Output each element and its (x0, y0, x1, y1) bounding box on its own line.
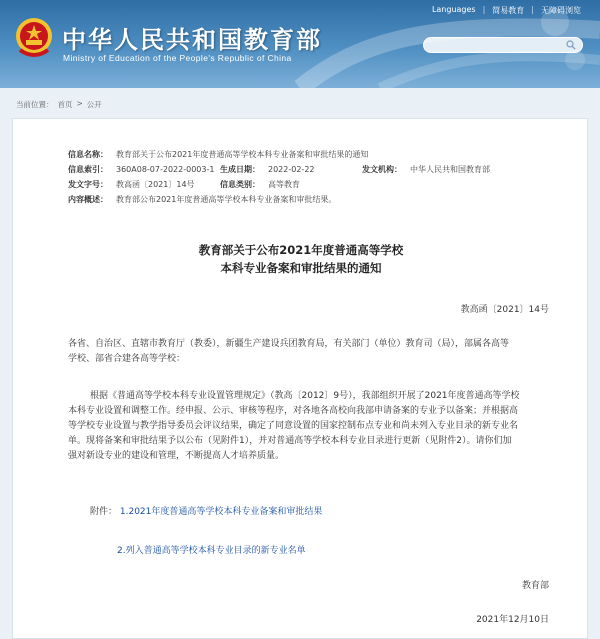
info-index-label: 信息索引： (68, 164, 108, 174)
date-label: 生成日期： (220, 164, 260, 174)
summary-label: 内容概述： (68, 194, 108, 204)
attachment-label: 附件： (90, 507, 118, 517)
breadcrumb-public[interactable]: 公开 (86, 100, 102, 109)
national-emblem-icon (14, 16, 54, 60)
search-icon[interactable] (566, 40, 576, 50)
site-subtitle: Ministry of Education of the People's Republic of China (63, 53, 292, 63)
document-title-line2: 本科专业备案和审批结果的通知 (220, 261, 382, 275)
search-input[interactable] (424, 44, 554, 58)
info-name-value: 教育部关于公布2021年度普通高等学校本科专业备案和审批结果的通知 (116, 149, 369, 159)
breadcrumb-prefix: 当前位置： (16, 100, 54, 109)
search-box (423, 37, 583, 53)
addressee-line: 学校、部省合建各高等学校： (68, 354, 186, 364)
top-links (425, 5, 588, 16)
info-name-label: 信息名称： (68, 149, 108, 159)
body-line: 等学校专业设置与教学指导委员会评议结果，确定了同意设置的国家控制布点专业和尚未列入专业目录的新专业名 (68, 421, 519, 431)
simple-education-link[interactable]: 简易教育 (492, 6, 525, 15)
content-card (12, 118, 588, 639)
meta-row-name (13, 147, 589, 161)
attachment-2-link[interactable]: 2.列入普通高等学校本科专业目录的新专业名单 (117, 546, 306, 556)
breadcrumb-home[interactable]: 首页 (57, 100, 73, 109)
doc-no-label: 发文字号： (68, 179, 108, 189)
document-number: 教高函〔2021〕14号 (460, 305, 549, 315)
meta-row-summary (13, 192, 589, 206)
languages-link[interactable]: Languages (431, 5, 476, 14)
meta-row-docno (13, 177, 589, 191)
meta-row-index (13, 162, 589, 176)
body-line: 单。现将备案和审批结果予以公布（见附件1），并对普通高等学校本科专业目录进行更新（见附件2）。请你们加 (68, 436, 512, 446)
attachment-1-link[interactable]: 1.2021年度普通高等学校本科专业备案和审批结果 (119, 507, 323, 517)
site-header (0, 0, 600, 88)
category-value: 高等教育 (268, 179, 300, 189)
addressee-line: 各省、自治区、直辖市教育厅（教委），新疆生产建设兵团教育局，有关部门（单位）教育司（局），部属各高等 (68, 339, 510, 349)
breadcrumb-separator: > (76, 99, 83, 108)
summary-value: 教育部公布2021年度普通高等学校本科专业备案和审批结果。 (116, 194, 337, 204)
body-line: 本科专业设置和调整工作。经申报、公示、审核等程序，对各地各高校向我部申请备案的专业予以备案；并根据高 (68, 406, 519, 416)
addressee (68, 337, 548, 367)
sign-date: 2021年12月10日 (476, 615, 549, 625)
attachment-row-1 (90, 504, 322, 517)
attachment-row-2 (117, 543, 306, 556)
org-value: 中华人民共和国教育部 (410, 164, 490, 174)
org-label: 发文机构： (362, 164, 402, 174)
document-body (68, 389, 558, 464)
info-index-value: 360A08-07-2022-0003-1 (116, 164, 215, 174)
site-title: 中华人民共和国教育部 (62, 26, 322, 54)
accessibility-link[interactable]: 无障碍浏览 (541, 6, 581, 15)
body-line: 根据《普通高等学校本科专业设置管理规定》（教高〔2012〕9号），我部组织开展了2021年度普通高等学校 (90, 391, 520, 401)
signer: 教育部 (521, 581, 549, 591)
doc-no-value: 教高函〔2021〕14号 (116, 179, 195, 189)
link-separator: | (482, 5, 486, 14)
body-line: 强对新设专业的建设和管理，不断提高人才培养质量。 (68, 451, 285, 461)
link-separator: | (531, 5, 534, 14)
date-value: 2022-02-22 (268, 164, 315, 174)
category-label: 信息类别： (220, 179, 260, 189)
document-title-line1: 教育部关于公布2021年度普通高等学校 (198, 243, 404, 257)
breadcrumb (16, 99, 102, 110)
